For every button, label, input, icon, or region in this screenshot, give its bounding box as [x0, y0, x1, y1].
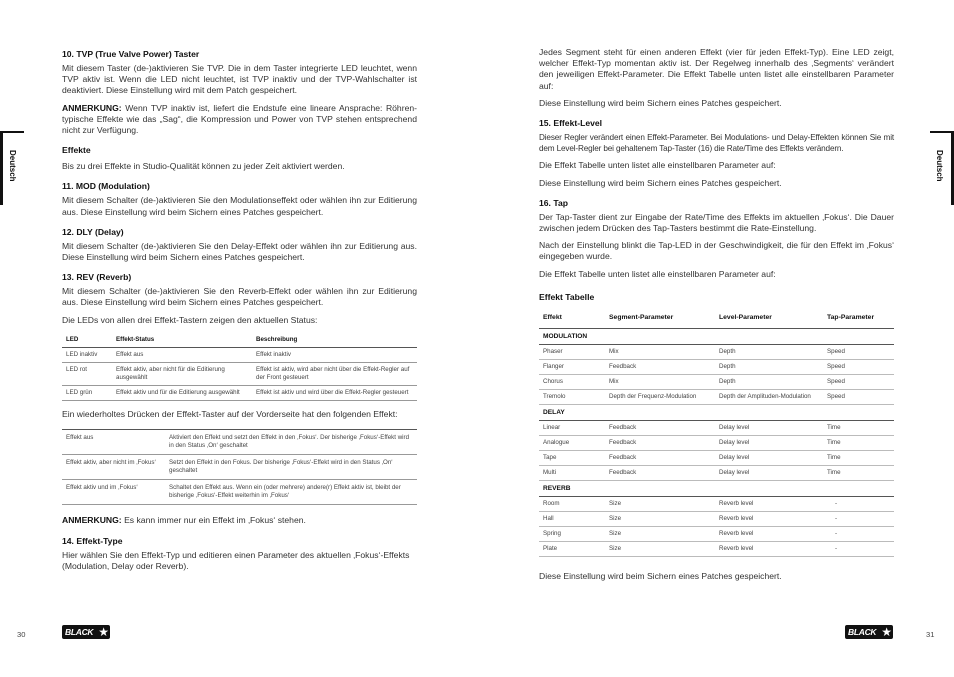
section-14-text: Hier wählen Sie den Effekt-Typ und editieren einen Parameter des aktuellen ‚Fokus‘-Effekts (Modulation, Delay oder Reverb).: [62, 550, 410, 572]
table-cell: Analogue: [539, 435, 605, 450]
table-row: [62, 430, 417, 455]
group-label: REVERB: [539, 480, 894, 496]
table-row: [62, 385, 417, 400]
table-row: [62, 347, 417, 362]
section-10-heading: 10. TVP (True Valve Power) Taster: [62, 49, 200, 59]
table-cell: Effekt aus: [112, 347, 252, 362]
table-cell: Speed: [823, 344, 894, 359]
table-row: [539, 389, 894, 404]
section-16-text: Der Tap-Taster dient zur Eingabe der Rate/Time des Effekts im aktuellen ‚Fokus‘. Die Dauer zwischen jedem Drücken des Tap-Tasters bestimmt die Rate-Einstellung.: [539, 211, 894, 234]
table-row: [539, 465, 894, 480]
table-cell: Room: [539, 496, 605, 511]
star-icon: ★: [881, 625, 892, 639]
table-group-row: [539, 480, 894, 496]
section-12-text: Mit diesem Schalter (de-)aktivieren Sie den Delay-Effekt oder wählen ihn zur Editierung aus. Diese Einstellung wird beim Sichern eines Patches gespeichert.: [62, 240, 417, 263]
table-cell: Feedback: [605, 359, 715, 374]
section-14-heading: 14. Effekt-Type: [62, 536, 123, 547]
table-cell: Mix: [605, 344, 715, 359]
effect-table-heading: Effekt Tabelle: [539, 291, 595, 302]
table-cell: -: [823, 526, 894, 541]
table-row: [539, 450, 894, 465]
table-cell: Delay level: [715, 465, 823, 480]
table-cell: Size: [605, 511, 715, 526]
section-15-text-3: Diese Einstellung wird beim Sichern eines Patches gespeichert.: [539, 177, 782, 188]
table-cell: Effekt aktiv und für die Editierung ausgewählt: [112, 385, 252, 400]
table-cell: Effekt aktiv, aber nicht für die Editierung ausgewählt: [112, 362, 252, 385]
table-cell: Effekt ist aktiv und wird über die Effekt-Regler gesteuert: [252, 385, 417, 400]
table-cell: -: [823, 496, 894, 511]
side-tab-label-left: Deutsch: [8, 150, 17, 182]
table-cell: Effekt aus: [62, 430, 165, 455]
table-cell: Effekt inaktiv: [252, 347, 417, 362]
section-16-heading: 16. Tap: [539, 197, 568, 208]
repeat-press-text: Ein wiederholtes Drücken der Effekt-Taster auf der Vorderseite hat den folgenden Effekt:: [62, 408, 398, 419]
table-row: [539, 344, 894, 359]
table-cell: LED grün: [62, 385, 112, 400]
table-cell: Speed: [823, 389, 894, 404]
table-cell: Size: [605, 496, 715, 511]
section-13-text: Mit diesem Schalter (de-)aktivieren Sie den Reverb-Effekt oder wählen ihn zur Editierung aus. Diese Einstellung wird beim Sichern eines Patches gespeichert.: [62, 286, 417, 308]
table-cell: Reverb level: [715, 496, 823, 511]
table-cell: Spring: [539, 526, 605, 541]
table-cell: Reverb level: [715, 526, 823, 541]
section-16-text-3: Die Effekt Tabelle unten listet alle einstellbaren Parameter auf:: [539, 268, 776, 279]
table-cell: Time: [823, 450, 894, 465]
table-cell: Depth: [715, 359, 823, 374]
section-15-text-2: Die Effekt Tabelle unten listet alle einstellbaren Parameter auf:: [539, 160, 776, 171]
side-tab-bar-left: [0, 131, 3, 205]
press-behavior-table: [62, 429, 417, 505]
table-cell: Linear: [539, 420, 605, 435]
section-15-heading: 15. Effekt-Level: [539, 118, 603, 129]
logo-text: BLACK: [848, 627, 877, 637]
section-12-heading: 12. DLY (Delay): [62, 226, 124, 237]
table-row: [539, 541, 894, 556]
segment-save-text: Diese Einstellung wird beim Sichern eines Patches gespeichert.: [539, 97, 782, 108]
table-cell: Depth: [715, 374, 823, 389]
table-header: Tap-Parameter: [823, 308, 894, 329]
section-10-note: [62, 103, 417, 137]
table-row: [62, 362, 417, 385]
table-group-row: [539, 404, 894, 420]
section-13-heading: 13. REV (Reverb): [62, 272, 132, 283]
side-tab-top-line-left: [0, 131, 24, 133]
table-row: [539, 420, 894, 435]
table-cell: Effekt aktiv und im ‚Fokus‘: [62, 480, 165, 505]
table-header: LED: [62, 334, 112, 348]
table-cell: Reverb level: [715, 511, 823, 526]
table-row: [539, 526, 894, 541]
table-row: [62, 455, 417, 480]
effect-table: [539, 308, 894, 557]
table-header: Effekt-Status: [112, 334, 252, 348]
table-row: [539, 511, 894, 526]
table-cell: Aktiviert den Effekt und setzt den Effekt in den ‚Fokus‘. Der bisherige ‚Fokus‘-Effekt wird in den Status ‚On‘ geschaltet: [165, 430, 417, 455]
table-cell: Time: [823, 420, 894, 435]
table-cell: Speed: [823, 359, 894, 374]
table-cell: Effekt aktiv, aber nicht im ‚Fokus‘: [62, 455, 165, 480]
table-row: [539, 374, 894, 389]
table-header: Effekt: [539, 308, 605, 329]
table-cell: Depth der Frequenz-Modulation: [605, 389, 715, 404]
table-cell: Plate: [539, 541, 605, 556]
table-cell: Schaltet den Effekt aus. Wenn ein (oder mehrere) andere(r) Effekt aktiv ist, bleibt der bisherige ‚Fokus‘-Effekt weiterhin im ‚Fokus‘: [165, 480, 417, 505]
table-cell: Feedback: [605, 420, 715, 435]
table-cell: Setzt den Effekt in den Fokus. Der bisherige ‚Fokus‘-Effekt wird in den Status ‚On‘ geschaltet: [165, 455, 417, 480]
group-label: MODULATION: [539, 328, 894, 344]
note-text: Es kann immer nur ein Effekt im ‚Fokus‘ stehen.: [121, 515, 306, 526]
section-15-text: Dieser Regler verändert einen Effekt-Parameter. Bei Modulations- und Delay-Effekten können Sie mit dem Level-Regler bei gehaltenem Tap-Taster (16) die Rate/Time des Effekts verändern.: [539, 133, 894, 154]
table-cell: Depth der Amplituden-Modulation: [715, 389, 823, 404]
table-cell: Feedback: [605, 435, 715, 450]
group-label: DELAY: [539, 404, 894, 420]
table-cell: Reverb level: [715, 541, 823, 556]
table-cell: -: [823, 511, 894, 526]
table-header: Beschreibung: [252, 334, 417, 348]
table-cell: LED inaktiv: [62, 347, 112, 362]
page-number-right: 31: [926, 630, 935, 639]
table-cell: Feedback: [605, 450, 715, 465]
logo-text: BLACK: [65, 627, 94, 637]
table-cell: Hall: [539, 511, 605, 526]
table-cell: Size: [605, 541, 715, 556]
table-cell: Tremolo: [539, 389, 605, 404]
section-10-text: Mit diesem Taster (de-)aktivieren Sie TVP. Die in dem Taster integrierte LED leuchtet, wenn TVP aktiv ist. Wenn die LED nicht leuchtet, ist TVP inaktiv und der TVP-Wahlschalter ist deaktiviert. Diese Einstellung wird mit dem Patch gespeichert.: [62, 63, 417, 96]
section-11-heading: 11. MOD (Modulation): [62, 181, 150, 192]
table-cell: Delay level: [715, 420, 823, 435]
note-text: Wenn TVP inaktiv ist, liefert die Endstufe eine lineare Ansprache: Röhren-typische Effekte wie das „Sag“, die Kompression und Power von TVP stehen entsprechend nicht zur Verfügung.: [62, 102, 417, 136]
table-header-row: [539, 308, 894, 329]
brand-logo-right: [845, 625, 893, 639]
segment-intro-text: Jedes Segment steht für einen anderen Effekt (vier für jeden Effekt-Typ). Eine LED zeigt, welcher Effekt-Typ momentan aktiv ist. Der Regelweg innerhalb des ‚Segments‘ verändert den jeweiligen Effekt-Parameter. Die Effekt Tabelle unten listet alle einstellbaren Parameter auf:: [539, 47, 894, 91]
focus-note: [62, 515, 417, 526]
table-cell: Flanger: [539, 359, 605, 374]
table-cell: Chorus: [539, 374, 605, 389]
table-cell: Mix: [605, 374, 715, 389]
section-16-text-2: Nach der Einstellung blinkt die Tap-LED in der Geschwindigkeit, die für den Effekt im ‚Fokus‘ eingegeben wurde.: [539, 240, 894, 262]
table-cell: Time: [823, 435, 894, 450]
table-cell: Delay level: [715, 450, 823, 465]
table-cell: -: [823, 541, 894, 556]
table-row: [62, 480, 417, 505]
table-cell: LED rot: [62, 362, 112, 385]
table-row: [539, 496, 894, 511]
table-cell: Phaser: [539, 344, 605, 359]
table-cell: Depth: [715, 344, 823, 359]
star-icon: ★: [98, 625, 109, 639]
right-page: [539, 44, 894, 582]
final-save-text: Diese Einstellung wird beim Sichern eines Patches gespeichert.: [539, 570, 782, 581]
note-label: ANMERKUNG:: [62, 515, 122, 526]
table-cell: Speed: [823, 374, 894, 389]
table-cell: Tape: [539, 450, 605, 465]
table-cell: Size: [605, 526, 715, 541]
table-header-row: [62, 334, 417, 348]
led-status-table: [62, 334, 417, 401]
table-cell: Feedback: [605, 465, 715, 480]
table-cell: Delay level: [715, 435, 823, 450]
table-cell: Effekt ist aktiv, wird aber nicht über die Effekt-Regler auf der Front gesteuert: [252, 362, 417, 385]
brand-logo-left: [62, 625, 110, 639]
note-label: ANMERKUNG:: [62, 102, 122, 113]
effekte-heading: Effekte: [62, 145, 91, 156]
left-page: [62, 44, 417, 573]
table-group-row: [539, 328, 894, 344]
table-header: Segment-Parameter: [605, 308, 715, 329]
section-11-text: Mit diesem Schalter (de-)aktivieren Sie den Modulationseffekt oder wählen ihn zur Editierung aus. Diese Einstellung wird beim Sichern eines Patches gespeichert.: [62, 195, 417, 217]
page-number-left: 30: [17, 630, 26, 639]
table-cell: Multi: [539, 465, 605, 480]
table-header: Level-Parameter: [715, 308, 823, 329]
table-row: [539, 435, 894, 450]
table-row: [539, 359, 894, 374]
table-cell: Time: [823, 465, 894, 480]
effekte-text: Bis zu drei Effekte in Studio-Qualität können zu jeder Zeit aktiviert werden.: [62, 161, 345, 172]
side-tab-label-right: Deutsch: [935, 150, 944, 182]
section-13-text-2: Die LEDs von allen drei Effekt-Tastern zeigen den aktuellen Status:: [62, 314, 318, 325]
side-tab-top-line-right: [930, 131, 954, 133]
